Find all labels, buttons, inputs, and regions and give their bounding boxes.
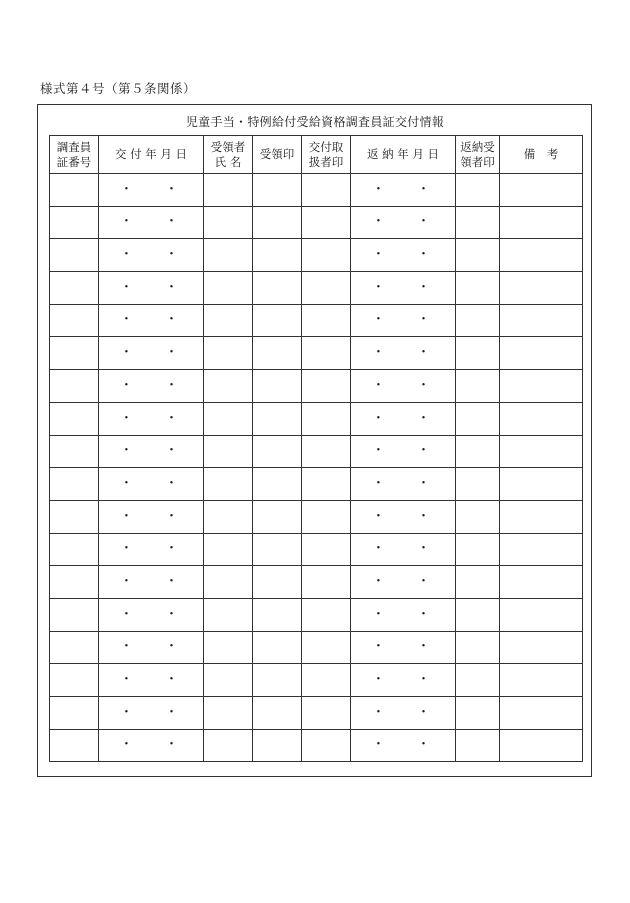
cell-issue-date[interactable]	[99, 598, 204, 631]
date-separator-dots: ・ ・	[371, 181, 445, 197]
cell-recipient-name[interactable]	[204, 272, 253, 305]
cell-receipt-seal[interactable]	[253, 697, 302, 730]
cell-remarks[interactable]	[500, 337, 583, 370]
cell-issue-date[interactable]	[99, 337, 204, 370]
date-separator-dots: ・ ・	[371, 247, 445, 263]
cell-id-number[interactable]	[50, 370, 99, 403]
cell-issue-date[interactable]	[99, 239, 204, 272]
cell-receipt-seal[interactable]	[253, 729, 302, 762]
cell-id-number[interactable]	[50, 533, 99, 566]
date-separator-dots: ・ ・	[119, 737, 193, 753]
date-separator-dots: ・ ・	[119, 541, 193, 557]
header-id-number-line2: 証番号	[56, 154, 92, 169]
cell-issuer-seal[interactable]	[302, 468, 351, 501]
header-issuer-seal-line1: 交付取	[308, 140, 344, 155]
cell-return-receiver-seal[interactable]	[456, 500, 500, 533]
cell-return-receiver-seal[interactable]	[456, 239, 500, 272]
cell-issue-date[interactable]	[99, 500, 204, 533]
header-issuer-seal	[302, 136, 351, 174]
cell-id-number[interactable]	[50, 435, 99, 468]
cell-issue-date[interactable]	[99, 631, 204, 664]
table-row	[50, 435, 583, 468]
table-row	[50, 370, 583, 403]
cell-return-receiver-seal[interactable]	[456, 468, 500, 501]
cell-id-number[interactable]	[50, 566, 99, 599]
cell-remarks[interactable]	[500, 533, 583, 566]
cell-issuer-seal[interactable]	[302, 337, 351, 370]
header-return-receiver-seal-line1: 返納受	[460, 140, 495, 155]
header-return-date-label: 返 納 年 月 日	[366, 147, 440, 162]
cell-id-number[interactable]	[50, 468, 99, 501]
cell-id-number[interactable]	[50, 631, 99, 664]
cell-id-number[interactable]	[50, 500, 99, 533]
cell-recipient-name[interactable]	[204, 304, 253, 337]
cell-remarks[interactable]	[500, 500, 583, 533]
date-separator-dots: ・ ・	[371, 214, 445, 230]
cell-issuer-seal[interactable]	[302, 402, 351, 435]
header-issue-date-label: 交 付 年 月 日	[114, 147, 188, 162]
cell-receipt-seal[interactable]	[253, 435, 302, 468]
date-separator-dots: ・ ・	[371, 639, 445, 655]
cell-receipt-seal[interactable]	[253, 337, 302, 370]
cell-issuer-seal[interactable]	[302, 697, 351, 730]
date-separator-dots: ・ ・	[119, 377, 193, 393]
date-separator-dots: ・ ・	[119, 410, 193, 426]
header-remarks	[500, 136, 583, 174]
date-separator-dots: ・ ・	[119, 704, 193, 720]
date-separator-dots: ・ ・	[371, 475, 445, 491]
date-separator-dots: ・ ・	[371, 606, 445, 622]
cell-remarks[interactable]	[500, 631, 583, 664]
ledger-body	[50, 174, 583, 762]
table-row	[50, 598, 583, 631]
table-row	[50, 566, 583, 599]
cell-id-number[interactable]	[50, 598, 99, 631]
cell-recipient-name[interactable]	[204, 337, 253, 370]
cell-issue-date[interactable]	[99, 304, 204, 337]
date-separator-dots: ・ ・	[371, 541, 445, 557]
cell-recipient-name[interactable]	[204, 370, 253, 403]
cell-id-number[interactable]	[50, 174, 99, 207]
cell-receipt-seal[interactable]	[253, 370, 302, 403]
header-return-receiver-seal-line2: 領者印	[460, 154, 495, 169]
cell-return-date[interactable]	[351, 174, 456, 207]
cell-return-receiver-seal[interactable]	[456, 370, 500, 403]
date-separator-dots: ・ ・	[371, 410, 445, 426]
cell-recipient-name[interactable]	[204, 729, 253, 762]
cell-receipt-seal[interactable]	[253, 272, 302, 305]
table-row	[50, 533, 583, 566]
table-row	[50, 304, 583, 337]
header-row	[50, 136, 583, 174]
table-row	[50, 729, 583, 762]
date-separator-dots: ・ ・	[119, 639, 193, 655]
cell-return-receiver-seal[interactable]	[456, 435, 500, 468]
form-title: 児童手当・特例給付受給資格調査員証交付情報	[185, 115, 445, 129]
cell-receipt-seal[interactable]	[253, 566, 302, 599]
cell-remarks[interactable]	[500, 370, 583, 403]
cell-return-receiver-seal[interactable]	[456, 533, 500, 566]
cell-recipient-name[interactable]	[204, 402, 253, 435]
cell-remarks[interactable]	[500, 468, 583, 501]
cell-issuer-seal[interactable]	[302, 239, 351, 272]
cell-id-number[interactable]	[50, 272, 99, 305]
cell-remarks[interactable]	[500, 435, 583, 468]
date-separator-dots: ・ ・	[371, 377, 445, 393]
cell-id-number[interactable]	[50, 304, 99, 337]
cell-remarks[interactable]	[500, 729, 583, 762]
cell-issuer-seal[interactable]	[302, 206, 351, 239]
cell-issue-date[interactable]	[99, 729, 204, 762]
cell-recipient-name[interactable]	[204, 598, 253, 631]
cell-issue-date[interactable]	[99, 402, 204, 435]
cell-receipt-seal[interactable]	[253, 402, 302, 435]
table-row	[50, 206, 583, 239]
cell-return-date[interactable]	[351, 239, 456, 272]
cell-receipt-seal[interactable]	[253, 239, 302, 272]
date-separator-dots: ・ ・	[371, 704, 445, 720]
cell-issue-date[interactable]	[99, 533, 204, 566]
cell-return-receiver-seal[interactable]	[456, 206, 500, 239]
cell-recipient-name[interactable]	[204, 533, 253, 566]
cell-return-receiver-seal[interactable]	[456, 697, 500, 730]
cell-recipient-name[interactable]	[204, 631, 253, 664]
cell-recipient-name[interactable]	[204, 435, 253, 468]
date-separator-dots: ・ ・	[371, 573, 445, 589]
date-separator-dots: ・ ・	[119, 443, 193, 459]
cell-receipt-seal[interactable]	[253, 304, 302, 337]
date-separator-dots: ・ ・	[119, 279, 193, 295]
header-receipt-seal-label: 受領印	[259, 147, 295, 162]
header-remarks-label: 備 考	[523, 147, 559, 162]
cell-recipient-name[interactable]	[204, 174, 253, 207]
header-return-date	[351, 136, 456, 174]
date-separator-dots: ・ ・	[119, 247, 193, 263]
cell-issue-date[interactable]	[99, 272, 204, 305]
cell-receipt-seal[interactable]	[253, 174, 302, 207]
cell-id-number[interactable]	[50, 239, 99, 272]
table-row	[50, 402, 583, 435]
cell-return-date[interactable]	[351, 631, 456, 664]
header-return-receiver-seal	[456, 136, 500, 174]
cell-receipt-seal[interactable]	[253, 500, 302, 533]
cell-issuer-seal[interactable]	[302, 500, 351, 533]
cell-issue-date[interactable]	[99, 664, 204, 697]
header-id-number	[50, 136, 99, 174]
cell-id-number[interactable]	[50, 697, 99, 730]
date-separator-dots: ・ ・	[119, 214, 193, 230]
cell-issuer-seal[interactable]	[302, 272, 351, 305]
cell-id-number[interactable]	[50, 206, 99, 239]
cell-return-receiver-seal[interactable]	[456, 304, 500, 337]
issuance-ledger-table	[49, 135, 583, 762]
table-row	[50, 697, 583, 730]
cell-return-receiver-seal[interactable]	[456, 566, 500, 599]
cell-issue-date[interactable]	[99, 435, 204, 468]
cell-return-date[interactable]	[351, 533, 456, 566]
cell-return-receiver-seal[interactable]	[456, 272, 500, 305]
cell-return-receiver-seal[interactable]	[456, 664, 500, 697]
table-row	[50, 468, 583, 501]
cell-issue-date[interactable]	[99, 174, 204, 207]
cell-id-number[interactable]	[50, 337, 99, 370]
cell-issue-date[interactable]	[99, 206, 204, 239]
cell-return-date[interactable]	[351, 729, 456, 762]
cell-remarks[interactable]	[500, 272, 583, 305]
cell-recipient-name[interactable]	[204, 206, 253, 239]
date-separator-dots: ・ ・	[371, 737, 445, 753]
header-issue-date	[99, 136, 204, 174]
cell-recipient-name[interactable]	[204, 239, 253, 272]
cell-issuer-seal[interactable]	[302, 664, 351, 697]
date-separator-dots: ・ ・	[119, 573, 193, 589]
cell-id-number[interactable]	[50, 402, 99, 435]
header-issuer-seal-line2: 扱者印	[308, 154, 344, 169]
date-separator-dots: ・ ・	[119, 475, 193, 491]
cell-receipt-seal[interactable]	[253, 664, 302, 697]
cell-issuer-seal[interactable]	[302, 566, 351, 599]
cell-remarks[interactable]	[500, 697, 583, 730]
date-separator-dots: ・ ・	[119, 312, 193, 328]
cell-issuer-seal[interactable]	[302, 370, 351, 403]
cell-recipient-name[interactable]	[204, 697, 253, 730]
table-row	[50, 272, 583, 305]
date-separator-dots: ・ ・	[371, 312, 445, 328]
cell-return-receiver-seal[interactable]	[456, 402, 500, 435]
cell-issuer-seal[interactable]	[302, 533, 351, 566]
cell-return-date[interactable]	[351, 566, 456, 599]
date-separator-dots: ・ ・	[119, 672, 193, 688]
date-separator-dots: ・ ・	[119, 606, 193, 622]
header-receipt-seal	[253, 136, 302, 174]
cell-receipt-seal[interactable]	[253, 206, 302, 239]
cell-issue-date[interactable]	[99, 370, 204, 403]
cell-return-date[interactable]	[351, 500, 456, 533]
cell-return-receiver-seal[interactable]	[456, 337, 500, 370]
cell-issuer-seal[interactable]	[302, 598, 351, 631]
cell-id-number[interactable]	[50, 664, 99, 697]
cell-id-number[interactable]	[50, 729, 99, 762]
cell-return-receiver-seal[interactable]	[456, 729, 500, 762]
cell-issuer-seal[interactable]	[302, 435, 351, 468]
cell-remarks[interactable]	[500, 304, 583, 337]
cell-remarks[interactable]	[500, 402, 583, 435]
date-separator-dots: ・ ・	[119, 345, 193, 361]
cell-return-date[interactable]	[351, 304, 456, 337]
cell-recipient-name[interactable]	[204, 566, 253, 599]
cell-return-date[interactable]	[351, 697, 456, 730]
cell-remarks[interactable]	[500, 598, 583, 631]
date-separator-dots: ・ ・	[371, 279, 445, 295]
cell-return-date[interactable]	[351, 370, 456, 403]
cell-receipt-seal[interactable]	[253, 631, 302, 664]
cell-return-date[interactable]	[351, 337, 456, 370]
cell-remarks[interactable]	[500, 174, 583, 207]
cell-return-receiver-seal[interactable]	[456, 174, 500, 207]
cell-remarks[interactable]	[500, 664, 583, 697]
cell-return-date[interactable]	[351, 468, 456, 501]
cell-issuer-seal[interactable]	[302, 729, 351, 762]
cell-receipt-seal[interactable]	[253, 468, 302, 501]
header-recipient-name	[204, 136, 253, 174]
table-row	[50, 337, 583, 370]
date-separator-dots: ・ ・	[371, 443, 445, 459]
cell-return-date[interactable]	[351, 272, 456, 305]
cell-return-receiver-seal[interactable]	[456, 598, 500, 631]
header-recipient-name-line1: 受領者	[210, 140, 246, 155]
cell-recipient-name[interactable]	[204, 500, 253, 533]
table-row	[50, 174, 583, 207]
header-id-number-line1: 調査員	[56, 140, 92, 155]
cell-return-receiver-seal[interactable]	[456, 631, 500, 664]
cell-issue-date[interactable]	[99, 468, 204, 501]
cell-recipient-name[interactable]	[204, 664, 253, 697]
cell-issuer-seal[interactable]	[302, 304, 351, 337]
date-separator-dots: ・ ・	[371, 508, 445, 524]
cell-return-date[interactable]	[351, 206, 456, 239]
date-separator-dots: ・ ・	[119, 181, 193, 197]
cell-return-date[interactable]	[351, 435, 456, 468]
date-separator-dots: ・ ・	[371, 345, 445, 361]
cell-receipt-seal[interactable]	[253, 598, 302, 631]
table-row	[50, 500, 583, 533]
form-number-label: 様式第４号（第５条関係）	[40, 81, 197, 96]
date-separator-dots: ・ ・	[119, 508, 193, 524]
cell-return-date[interactable]	[351, 402, 456, 435]
cell-receipt-seal[interactable]	[253, 533, 302, 566]
cell-issuer-seal[interactable]	[302, 174, 351, 207]
date-separator-dots: ・ ・	[371, 672, 445, 688]
cell-remarks[interactable]	[500, 206, 583, 239]
table-row	[50, 664, 583, 697]
table-row	[50, 631, 583, 664]
cell-remarks[interactable]	[500, 239, 583, 272]
cell-remarks[interactable]	[500, 566, 583, 599]
cell-issue-date[interactable]	[99, 566, 204, 599]
header-recipient-name-line2: 氏 名	[214, 154, 242, 169]
cell-issuer-seal[interactable]	[302, 631, 351, 664]
cell-return-date[interactable]	[351, 598, 456, 631]
cell-return-date[interactable]	[351, 664, 456, 697]
cell-issue-date[interactable]	[99, 697, 204, 730]
cell-recipient-name[interactable]	[204, 468, 253, 501]
table-row	[50, 239, 583, 272]
